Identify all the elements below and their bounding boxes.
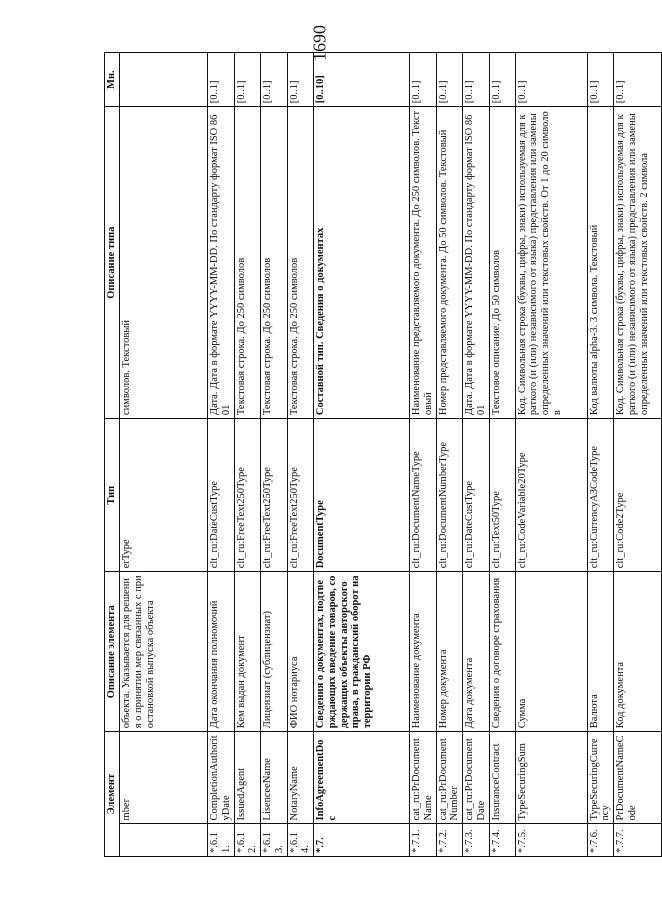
row-number: *.7.7. xyxy=(614,824,662,857)
type-name: clt_ru:DateCustType xyxy=(463,419,490,572)
multiplicity: [0..1] xyxy=(489,53,515,107)
element-description: Код документа xyxy=(614,572,662,732)
type-name: clt_ru:DocumentNumberType xyxy=(436,419,463,572)
element-description: Дата окончания полномочий xyxy=(208,572,235,732)
element-name: IssuedAgent xyxy=(234,732,261,824)
element-description: ФИО нотариуса xyxy=(287,572,314,732)
multiplicity: [0..10] xyxy=(314,53,410,107)
type-description: Текстовая строка. До 250 символов xyxy=(261,107,288,419)
element-name: TypeSecuringSum xyxy=(515,732,587,824)
table-row xyxy=(287,53,314,857)
element-description: объекта. Указывается для решения о принятии мер связанных с приостановкой выпуска объекта xyxy=(120,572,208,732)
element-description: Кем выдан документ xyxy=(234,572,261,732)
element-description: Номер документа xyxy=(436,572,463,732)
header-element-description: Описание элемента xyxy=(105,572,120,732)
table-row xyxy=(463,53,490,857)
row-number: *.7.3. xyxy=(463,824,490,857)
multiplicity: [0..1] xyxy=(261,53,288,107)
type-name: DocumentType xyxy=(314,419,410,572)
element-description: Наименование документа xyxy=(410,572,437,732)
multiplicity: [0..1] xyxy=(515,53,587,107)
element-description: Лицензиат (сублицензиат) xyxy=(261,572,288,732)
type-name: clt_ru:FreeText250Type xyxy=(234,419,261,572)
element-name: InsuranceContract xyxy=(489,732,515,824)
table-row xyxy=(489,53,515,857)
type-name: clt_ru:CurrencyA3CodeType xyxy=(587,419,614,572)
element-description: Сведения о документах, подтверждающих введение товаров, содержащих объекты авторского права, в гражданский оборот на территории РФ xyxy=(314,572,410,732)
multiplicity: [0..1] xyxy=(614,53,662,107)
row-number: *.6.13. xyxy=(261,824,288,857)
type-description: Составной тип. Сведения о документах xyxy=(314,107,410,419)
row-number xyxy=(120,824,208,857)
row-number: *.6.11. xyxy=(208,824,235,857)
multiplicity: [0..1] xyxy=(234,53,261,107)
header-type-description: Описание типа xyxy=(105,107,120,419)
element-name: PrDocumentNameCode xyxy=(614,732,662,824)
type-description: символов. Текстовый xyxy=(120,107,208,419)
element-name: CompletionAuthorityDate xyxy=(208,732,235,824)
multiplicity: [0..1] xyxy=(436,53,463,107)
type-name: clt_ru:CodeVariable20Type xyxy=(515,419,587,572)
header-element: Элемент xyxy=(105,732,120,857)
element-description: Валюта xyxy=(587,572,614,732)
element-name: cat_ru:PrDocumentName xyxy=(410,732,437,824)
row-number: *.6.12. xyxy=(234,824,261,857)
type-name: clt_ru:FreeText250Type xyxy=(261,419,288,572)
table-row xyxy=(208,53,235,857)
type-description: Номер представляемого документа. До 50 символов. Текстовый xyxy=(436,107,463,419)
table-header-row xyxy=(105,53,120,857)
type-name: clt_ru:DateCustType xyxy=(208,419,235,572)
type-name: clt_ru:DocumentNameType xyxy=(410,419,437,572)
element-name: cat_ru:PrDocumentNumber xyxy=(436,732,463,824)
type-description: Текстовая строка. До 250 символов xyxy=(234,107,261,419)
multiplicity xyxy=(120,53,208,107)
element-description: Сумма xyxy=(515,572,587,732)
type-name: clt_ru:Code2Type xyxy=(614,419,662,572)
element-name: InfoAgreementDoc xyxy=(314,732,410,824)
type-description: Текстовое описание. До 50 символов xyxy=(489,107,515,419)
table-row xyxy=(587,53,614,857)
element-name: LisenceeName xyxy=(261,732,288,824)
table-row xyxy=(314,53,410,857)
table-row xyxy=(515,53,587,857)
table-row xyxy=(120,53,208,857)
element-name: cat_ru:PrDocumentDate xyxy=(463,732,490,824)
multiplicity: [0..1] xyxy=(587,53,614,107)
element-name: mber xyxy=(120,732,208,824)
table-row xyxy=(261,53,288,857)
type-description: Код валюты alpha-3. 3 символа. Текстовый xyxy=(587,107,614,419)
row-number: *.7.6. xyxy=(587,824,614,857)
header-type: Тип xyxy=(105,419,120,572)
row-number: *.7.2. xyxy=(436,824,463,857)
type-name: erType xyxy=(120,419,208,572)
multiplicity: [0..1] xyxy=(287,53,314,107)
table-row xyxy=(436,53,463,857)
element-name: NotaryName xyxy=(287,732,314,824)
multiplicity: [0..1] xyxy=(463,53,490,107)
row-number: *.7.4. xyxy=(489,824,515,857)
row-number: *.6.14. xyxy=(287,824,314,857)
type-description: Дата. Дата в формате YYYY-MM-DD. По стандарту формат ISO 8601 xyxy=(463,107,490,419)
type-description: Наименование представляемого документа. До 250 символов. Текстовый xyxy=(410,107,437,419)
element-description: Сведения о договоре страхования xyxy=(489,572,515,732)
row-number: *.7.5. xyxy=(515,824,587,857)
element-description: Дата документа xyxy=(463,572,490,732)
table-row xyxy=(614,53,662,857)
rotated-page-content xyxy=(104,52,650,857)
row-number: *.7.1. xyxy=(410,824,437,857)
multiplicity: [0..1] xyxy=(208,53,235,107)
type-name: clt_ru:FreeText250Type xyxy=(287,419,314,572)
table-row xyxy=(410,53,437,857)
type-description: Дата. Дата в формате YYYY-MM-DD. По стандарту формат ISO 8601 xyxy=(208,107,235,419)
element-name: TypeSecuringCurrency xyxy=(587,732,614,824)
type-description: Текстовая строка. До 250 символов xyxy=(287,107,314,419)
page-number: 1690 xyxy=(309,25,330,61)
type-name: clt_ru:Text50Type xyxy=(489,419,515,572)
multiplicity: [0..1] xyxy=(410,53,437,107)
header-multiplicity: Мн. xyxy=(105,53,120,107)
row-number: *.7. xyxy=(314,824,410,857)
type-description: Код. Символьная строка (буквы, цифры, знаки) используемая для краткого (и (или) независимого от языка) представления или замены определенных значений или текстовых свойств. 2 символа xyxy=(614,107,662,419)
table-row xyxy=(234,53,261,857)
type-description: Код. Символьная строка (буквы, цифры, знаки) используемая для краткого (и (или) независимого от языка) представления или замены определенных значений или текстовых свойств. От 1 до 20 символов xyxy=(515,107,587,419)
schema-table xyxy=(104,52,662,857)
